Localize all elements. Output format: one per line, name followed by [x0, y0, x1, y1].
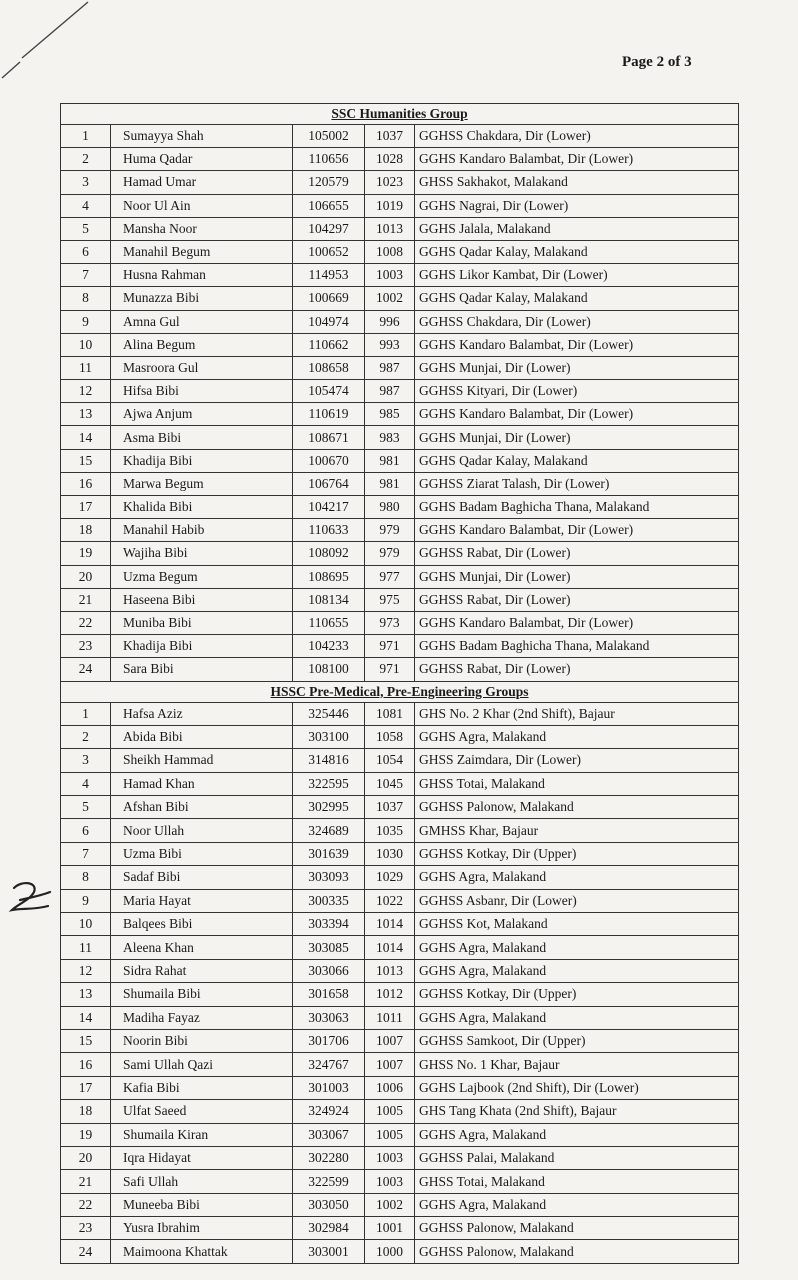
school-name-cell: GGHSS Chakdara, Dir (Lower)	[415, 310, 739, 333]
roll-number-cell: 303085	[293, 936, 365, 959]
school-name-cell: GHSS Sakhakot, Malakand	[415, 171, 739, 194]
school-name-cell: GGHS Agra, Malakand	[415, 959, 739, 982]
table-row	[61, 1217, 739, 1240]
marks-cell: 1011	[365, 1006, 415, 1029]
roll-number-cell: 324767	[293, 1053, 365, 1076]
roll-number-cell: 110655	[293, 611, 365, 634]
marks-cell: 993	[365, 333, 415, 356]
roll-number-cell: 108671	[293, 426, 365, 449]
marks-cell: 971	[365, 635, 415, 658]
student-name-cell: Shumaila Kiran	[111, 1123, 293, 1146]
marks-cell: 1003	[365, 1170, 415, 1193]
roll-number-cell: 303066	[293, 959, 365, 982]
roll-number-cell: 301639	[293, 842, 365, 865]
table-row	[61, 842, 739, 865]
marks-cell: 1030	[365, 842, 415, 865]
student-name-cell: Noorin Bibi	[111, 1029, 293, 1052]
school-name-cell: GHS No. 2 Khar (2nd Shift), Bajaur	[415, 702, 739, 725]
table-row	[61, 796, 739, 819]
school-name-cell: GGHS Jalala, Malakand	[415, 217, 739, 240]
student-name-cell: Muniba Bibi	[111, 611, 293, 634]
student-name-cell: Maria Hayat	[111, 889, 293, 912]
student-name-cell: Sami Ullah Qazi	[111, 1053, 293, 1076]
roll-number-cell: 303100	[293, 725, 365, 748]
marks-cell: 1005	[365, 1100, 415, 1123]
table-row	[61, 1076, 739, 1099]
roll-number-cell: 108658	[293, 356, 365, 379]
table-row	[61, 310, 739, 333]
school-name-cell: GGHS Agra, Malakand	[415, 936, 739, 959]
school-name-cell: GGHS Likor Kambat, Dir (Lower)	[415, 264, 739, 287]
roll-number-cell: 322599	[293, 1170, 365, 1193]
serial-number-cell: 15	[61, 449, 111, 472]
table-row	[61, 725, 739, 748]
marks-cell: 1013	[365, 217, 415, 240]
student-name-cell: Hamad Umar	[111, 171, 293, 194]
marks-cell: 979	[365, 542, 415, 565]
table-row	[61, 264, 739, 287]
roll-number-cell: 104233	[293, 635, 365, 658]
table-row	[61, 472, 739, 495]
student-name-cell: Hafsa Aziz	[111, 702, 293, 725]
roll-number-cell: 302995	[293, 796, 365, 819]
serial-number-cell: 18	[61, 519, 111, 542]
school-name-cell: GGHS Kandaro Balambat, Dir (Lower)	[415, 148, 739, 171]
roll-number-cell: 120579	[293, 171, 365, 194]
roll-number-cell: 302280	[293, 1146, 365, 1169]
table-row	[61, 866, 739, 889]
merit-list-table	[60, 103, 739, 1264]
student-name-cell: Maimoona Khattak	[111, 1240, 293, 1263]
student-name-cell: Yusra Ibrahim	[111, 1217, 293, 1240]
table-row	[61, 519, 739, 542]
school-name-cell: GGHSS Kot, Malakand	[415, 913, 739, 936]
student-name-cell: Aleena Khan	[111, 936, 293, 959]
student-name-cell: Asma Bibi	[111, 426, 293, 449]
table-row	[61, 635, 739, 658]
roll-number-cell: 100652	[293, 240, 365, 263]
marks-cell: 977	[365, 565, 415, 588]
table-row	[61, 426, 739, 449]
roll-number-cell: 104217	[293, 496, 365, 519]
marks-cell: 1037	[365, 796, 415, 819]
school-name-cell: GGHS Agra, Malakand	[415, 866, 739, 889]
marks-cell: 1007	[365, 1053, 415, 1076]
marks-cell: 1037	[365, 125, 415, 148]
roll-number-cell: 108100	[293, 658, 365, 681]
school-name-cell: GHSS Totai, Malakand	[415, 1170, 739, 1193]
serial-number-cell: 20	[61, 565, 111, 588]
table-row	[61, 913, 739, 936]
serial-number-cell: 13	[61, 983, 111, 1006]
marks-cell: 1003	[365, 1146, 415, 1169]
table-row	[61, 1100, 739, 1123]
serial-number-cell: 2	[61, 148, 111, 171]
serial-number-cell: 16	[61, 472, 111, 495]
marks-cell: 971	[365, 658, 415, 681]
roll-number-cell: 303001	[293, 1240, 365, 1263]
marks-cell: 981	[365, 472, 415, 495]
school-name-cell: GGHSS Kotkay, Dir (Upper)	[415, 842, 739, 865]
roll-number-cell: 106655	[293, 194, 365, 217]
marks-cell: 1002	[365, 287, 415, 310]
serial-number-cell: 9	[61, 889, 111, 912]
school-name-cell: GGHSS Rabat, Dir (Lower)	[415, 658, 739, 681]
student-name-cell: Uzma Begum	[111, 565, 293, 588]
roll-number-cell: 314816	[293, 749, 365, 772]
serial-number-cell: 2	[61, 725, 111, 748]
student-name-cell: Afshan Bibi	[111, 796, 293, 819]
table-row	[61, 702, 739, 725]
school-name-cell: GGHSS Kotkay, Dir (Upper)	[415, 983, 739, 1006]
marks-cell: 1029	[365, 866, 415, 889]
student-name-cell: Sumayya Shah	[111, 125, 293, 148]
roll-number-cell: 301658	[293, 983, 365, 1006]
merit-list-body	[61, 104, 739, 1264]
table-row	[61, 542, 739, 565]
table-row	[61, 449, 739, 472]
student-name-cell: Masroora Gul	[111, 356, 293, 379]
table-row	[61, 356, 739, 379]
school-name-cell: GGHS Qadar Kalay, Malakand	[415, 449, 739, 472]
marks-cell: 1035	[365, 819, 415, 842]
group-title: HSSC Pre-Medical, Pre-Engineering Groups	[61, 681, 739, 702]
table-row	[61, 658, 739, 681]
school-name-cell: GGHSS Chakdara, Dir (Lower)	[415, 125, 739, 148]
student-name-cell: Alina Begum	[111, 333, 293, 356]
serial-number-cell: 19	[61, 1123, 111, 1146]
marks-cell: 1006	[365, 1076, 415, 1099]
marks-cell: 1013	[365, 959, 415, 982]
roll-number-cell: 106764	[293, 472, 365, 495]
serial-number-cell: 21	[61, 1170, 111, 1193]
serial-number-cell: 20	[61, 1146, 111, 1169]
table-row	[61, 1240, 739, 1263]
roll-number-cell: 114953	[293, 264, 365, 287]
marks-cell: 981	[365, 449, 415, 472]
student-name-cell: Madiha Fayaz	[111, 1006, 293, 1029]
school-name-cell: GGHS Agra, Malakand	[415, 1193, 739, 1216]
roll-number-cell: 303093	[293, 866, 365, 889]
table-row	[61, 333, 739, 356]
table-row	[61, 936, 739, 959]
serial-number-cell: 4	[61, 772, 111, 795]
table-row	[61, 403, 739, 426]
school-name-cell: GGHSS Palonow, Malakand	[415, 1240, 739, 1263]
student-name-cell: Noor Ul Ain	[111, 194, 293, 217]
roll-number-cell: 301003	[293, 1076, 365, 1099]
marks-cell: 1007	[365, 1029, 415, 1052]
school-name-cell: GGHS Badam Baghicha Thana, Malakand	[415, 496, 739, 519]
table-row	[61, 611, 739, 634]
handwritten-mark	[8, 878, 52, 918]
student-name-cell: Ajwa Anjum	[111, 403, 293, 426]
school-name-cell: GHSS Totai, Malakand	[415, 772, 739, 795]
school-name-cell: GGHSS Palai, Malakand	[415, 1146, 739, 1169]
marks-cell: 973	[365, 611, 415, 634]
school-name-cell: GGHS Lajbook (2nd Shift), Dir (Lower)	[415, 1076, 739, 1099]
table-row	[61, 287, 739, 310]
student-name-cell: Sadaf Bibi	[111, 866, 293, 889]
serial-number-cell: 12	[61, 959, 111, 982]
marks-cell: 1019	[365, 194, 415, 217]
marks-cell: 1054	[365, 749, 415, 772]
school-name-cell: GGHSS Kityari, Dir (Lower)	[415, 380, 739, 403]
serial-number-cell: 10	[61, 913, 111, 936]
serial-number-cell: 5	[61, 217, 111, 240]
table-row	[61, 889, 739, 912]
student-name-cell: Mansha Noor	[111, 217, 293, 240]
student-name-cell: Hifsa Bibi	[111, 380, 293, 403]
roll-number-cell: 303394	[293, 913, 365, 936]
school-name-cell: GHSS No. 1 Khar, Bajaur	[415, 1053, 739, 1076]
page-number: Page 2 of 3	[622, 54, 692, 70]
roll-number-cell: 104297	[293, 217, 365, 240]
marks-cell: 1081	[365, 702, 415, 725]
table-row	[61, 125, 739, 148]
student-name-cell: Marwa Begum	[111, 472, 293, 495]
marks-cell: 1022	[365, 889, 415, 912]
table-row	[61, 983, 739, 1006]
student-name-cell: Muneeba Bibi	[111, 1193, 293, 1216]
student-name-cell: Uzma Bibi	[111, 842, 293, 865]
serial-number-cell: 22	[61, 611, 111, 634]
roll-number-cell: 108092	[293, 542, 365, 565]
table-row	[61, 1006, 739, 1029]
student-name-cell: Safi Ullah	[111, 1170, 293, 1193]
school-name-cell: GGHS Qadar Kalay, Malakand	[415, 240, 739, 263]
table-row	[61, 1123, 739, 1146]
school-name-cell: GGHS Agra, Malakand	[415, 1123, 739, 1146]
student-name-cell: Wajiha Bibi	[111, 542, 293, 565]
table-row	[61, 217, 739, 240]
serial-number-cell: 17	[61, 1076, 111, 1099]
student-name-cell: Munazza Bibi	[111, 287, 293, 310]
serial-number-cell: 6	[61, 819, 111, 842]
roll-number-cell: 302984	[293, 1217, 365, 1240]
serial-number-cell: 7	[61, 264, 111, 287]
roll-number-cell: 110656	[293, 148, 365, 171]
school-name-cell: GGHSS Samkoot, Dir (Upper)	[415, 1029, 739, 1052]
school-name-cell: GGHSS Palonow, Malakand	[415, 796, 739, 819]
table-row	[61, 819, 739, 842]
serial-number-cell: 21	[61, 588, 111, 611]
table-row	[61, 588, 739, 611]
serial-number-cell: 19	[61, 542, 111, 565]
school-name-cell: GGHS Munjai, Dir (Lower)	[415, 565, 739, 588]
serial-number-cell: 12	[61, 380, 111, 403]
serial-number-cell: 3	[61, 171, 111, 194]
student-name-cell: Khalida Bibi	[111, 496, 293, 519]
roll-number-cell: 104974	[293, 310, 365, 333]
marks-cell: 1058	[365, 725, 415, 748]
marks-cell: 1005	[365, 1123, 415, 1146]
roll-number-cell: 303063	[293, 1006, 365, 1029]
serial-number-cell: 24	[61, 1240, 111, 1263]
marks-cell: 987	[365, 356, 415, 379]
serial-number-cell: 23	[61, 1217, 111, 1240]
student-name-cell: Iqra Hidayat	[111, 1146, 293, 1169]
serial-number-cell: 24	[61, 658, 111, 681]
student-name-cell: Haseena Bibi	[111, 588, 293, 611]
school-name-cell: GGHS Badam Baghicha Thana, Malakand	[415, 635, 739, 658]
serial-number-cell: 23	[61, 635, 111, 658]
marks-cell: 1008	[365, 240, 415, 263]
roll-number-cell: 110619	[293, 403, 365, 426]
roll-number-cell: 108695	[293, 565, 365, 588]
marks-cell: 1014	[365, 936, 415, 959]
school-name-cell: GGHS Munjai, Dir (Lower)	[415, 426, 739, 449]
group-header-row	[61, 104, 739, 125]
table-row	[61, 565, 739, 588]
student-name-cell: Kafia Bibi	[111, 1076, 293, 1099]
serial-number-cell: 4	[61, 194, 111, 217]
roll-number-cell: 324924	[293, 1100, 365, 1123]
school-name-cell: GGHS Nagrai, Dir (Lower)	[415, 194, 739, 217]
roll-number-cell: 300335	[293, 889, 365, 912]
student-name-cell: Sidra Rahat	[111, 959, 293, 982]
student-name-cell: Balqees Bibi	[111, 913, 293, 936]
student-name-cell: Noor Ullah	[111, 819, 293, 842]
serial-number-cell: 8	[61, 866, 111, 889]
roll-number-cell: 325446	[293, 702, 365, 725]
table-row	[61, 1146, 739, 1169]
school-name-cell: GGHS Kandaro Balambat, Dir (Lower)	[415, 611, 739, 634]
serial-number-cell: 11	[61, 936, 111, 959]
serial-number-cell: 22	[61, 1193, 111, 1216]
student-name-cell: Shumaila Bibi	[111, 983, 293, 1006]
serial-number-cell: 14	[61, 1006, 111, 1029]
serial-number-cell: 6	[61, 240, 111, 263]
roll-number-cell: 301706	[293, 1029, 365, 1052]
table-row	[61, 240, 739, 263]
school-name-cell: GGHS Kandaro Balambat, Dir (Lower)	[415, 519, 739, 542]
school-name-cell: GGHS Munjai, Dir (Lower)	[415, 356, 739, 379]
table-row	[61, 772, 739, 795]
school-name-cell: GGHS Agra, Malakand	[415, 725, 739, 748]
table-row	[61, 148, 739, 171]
student-name-cell: Amna Gul	[111, 310, 293, 333]
marks-cell: 987	[365, 380, 415, 403]
roll-number-cell: 108134	[293, 588, 365, 611]
roll-number-cell: 110633	[293, 519, 365, 542]
serial-number-cell: 1	[61, 702, 111, 725]
school-name-cell: GHS Tang Khata (2nd Shift), Bajaur	[415, 1100, 739, 1123]
table-row	[61, 194, 739, 217]
group-header-row	[61, 681, 739, 702]
table-row	[61, 1053, 739, 1076]
corner-pen-stroke	[0, 0, 100, 90]
school-name-cell: GGHSS Asbanr, Dir (Lower)	[415, 889, 739, 912]
serial-number-cell: 3	[61, 749, 111, 772]
table-row	[61, 1193, 739, 1216]
serial-number-cell: 8	[61, 287, 111, 310]
table-row	[61, 959, 739, 982]
student-name-cell: Manahil Begum	[111, 240, 293, 263]
marks-cell: 1000	[365, 1240, 415, 1263]
table-row	[61, 749, 739, 772]
serial-number-cell: 7	[61, 842, 111, 865]
table-row	[61, 1029, 739, 1052]
student-name-cell: Sara Bibi	[111, 658, 293, 681]
school-name-cell: GGHS Kandaro Balambat, Dir (Lower)	[415, 403, 739, 426]
serial-number-cell: 9	[61, 310, 111, 333]
marks-cell: 1001	[365, 1217, 415, 1240]
marks-cell: 985	[365, 403, 415, 426]
serial-number-cell: 17	[61, 496, 111, 519]
roll-number-cell: 105002	[293, 125, 365, 148]
roll-number-cell: 100669	[293, 287, 365, 310]
school-name-cell: GGHSS Rabat, Dir (Lower)	[415, 542, 739, 565]
serial-number-cell: 5	[61, 796, 111, 819]
marks-cell: 1045	[365, 772, 415, 795]
student-name-cell: Ulfat Saeed	[111, 1100, 293, 1123]
table-row	[61, 1170, 739, 1193]
school-name-cell: GHSS Zaimdara, Dir (Lower)	[415, 749, 739, 772]
marks-cell: 980	[365, 496, 415, 519]
student-name-cell: Khadija Bibi	[111, 449, 293, 472]
marks-cell: 1003	[365, 264, 415, 287]
marks-cell: 1028	[365, 148, 415, 171]
serial-number-cell: 16	[61, 1053, 111, 1076]
roll-number-cell: 105474	[293, 380, 365, 403]
serial-number-cell: 15	[61, 1029, 111, 1052]
marks-cell: 975	[365, 588, 415, 611]
marks-cell: 1023	[365, 171, 415, 194]
serial-number-cell: 1	[61, 125, 111, 148]
school-name-cell: GGHS Qadar Kalay, Malakand	[415, 287, 739, 310]
marks-cell: 1002	[365, 1193, 415, 1216]
serial-number-cell: 18	[61, 1100, 111, 1123]
student-name-cell: Khadija Bibi	[111, 635, 293, 658]
school-name-cell: GGHSS Palonow, Malakand	[415, 1217, 739, 1240]
serial-number-cell: 14	[61, 426, 111, 449]
roll-number-cell: 303050	[293, 1193, 365, 1216]
school-name-cell: GGHS Agra, Malakand	[415, 1006, 739, 1029]
marks-cell: 996	[365, 310, 415, 333]
student-name-cell: Hamad Khan	[111, 772, 293, 795]
school-name-cell: GGHS Kandaro Balambat, Dir (Lower)	[415, 333, 739, 356]
roll-number-cell: 324689	[293, 819, 365, 842]
school-name-cell: GGHSS Ziarat Talash, Dir (Lower)	[415, 472, 739, 495]
school-name-cell: GGHSS Rabat, Dir (Lower)	[415, 588, 739, 611]
student-name-cell: Huma Qadar	[111, 148, 293, 171]
marks-cell: 1014	[365, 913, 415, 936]
marks-cell: 979	[365, 519, 415, 542]
marks-cell: 1012	[365, 983, 415, 1006]
roll-number-cell: 100670	[293, 449, 365, 472]
roll-number-cell: 322595	[293, 772, 365, 795]
serial-number-cell: 11	[61, 356, 111, 379]
table-row	[61, 496, 739, 519]
table-row	[61, 171, 739, 194]
roll-number-cell: 303067	[293, 1123, 365, 1146]
school-name-cell: GMHSS Khar, Bajaur	[415, 819, 739, 842]
roll-number-cell: 110662	[293, 333, 365, 356]
serial-number-cell: 13	[61, 403, 111, 426]
serial-number-cell: 10	[61, 333, 111, 356]
group-title: SSC Humanities Group	[61, 104, 739, 125]
marks-cell: 983	[365, 426, 415, 449]
student-name-cell: Husna Rahman	[111, 264, 293, 287]
table-row	[61, 380, 739, 403]
student-name-cell: Sheikh Hammad	[111, 749, 293, 772]
student-name-cell: Abida Bibi	[111, 725, 293, 748]
student-name-cell: Manahil Habib	[111, 519, 293, 542]
